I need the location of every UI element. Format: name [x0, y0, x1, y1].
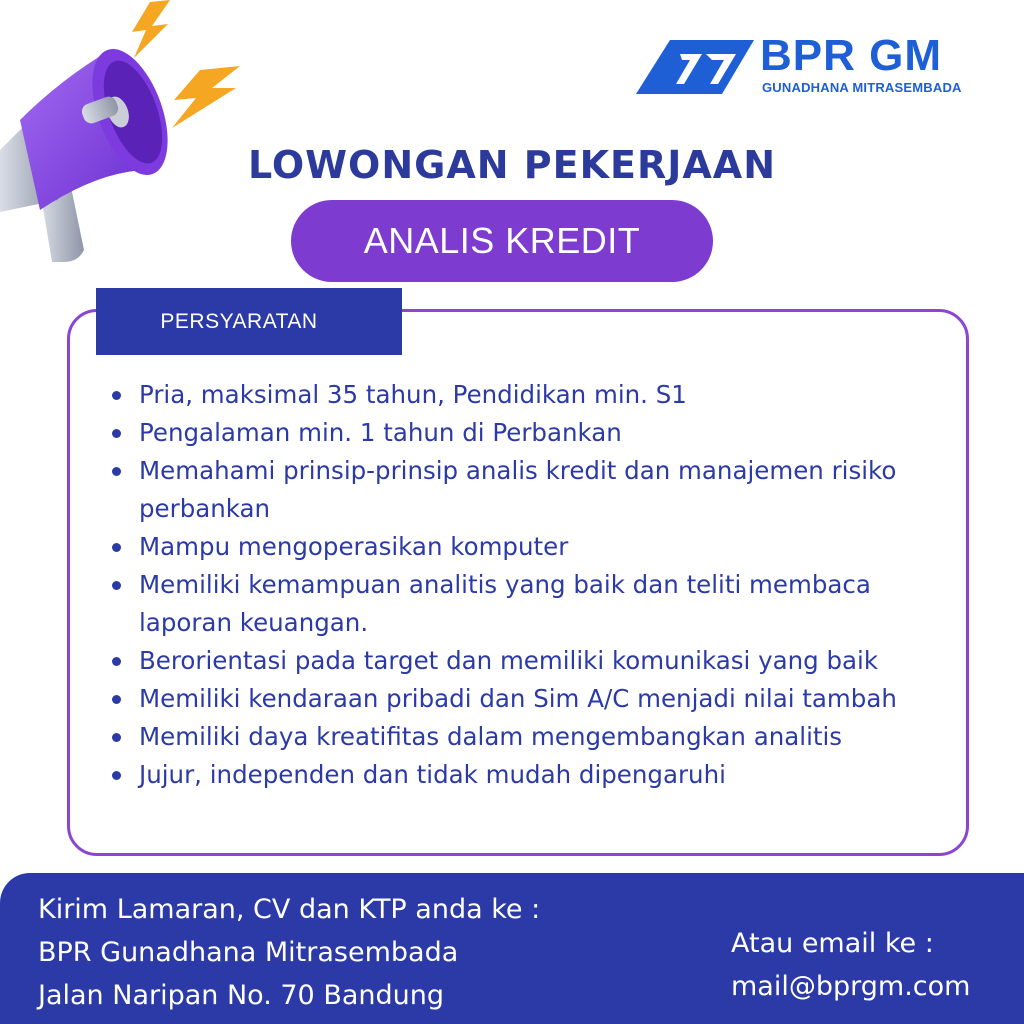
- bullet-icon: [112, 771, 121, 780]
- bullet-icon: [112, 429, 121, 438]
- bullet-icon: [112, 467, 121, 476]
- footer-street: Jalan Naripan No. 70 Bandung: [38, 980, 445, 1011]
- requirement-text: Memahami prinsip-prinsip analis kredit dan manajemen risiko perbankan: [139, 456, 897, 523]
- requirement-text: Pria, maksimal 35 tahun, Pendidikan min. S1: [139, 380, 687, 409]
- position-title: ANALIS KREDIT: [363, 220, 641, 261]
- requirement-text: Mampu mengoperasikan komputer: [139, 532, 569, 561]
- requirement-text: Berorientasi pada target dan memiliki komunikasi yang baik: [139, 646, 879, 675]
- list-item: [108, 756, 958, 794]
- requirement-text: Memiliki kemampuan analitis yang baik dan teliti membaca laporan keuangan.: [139, 570, 871, 637]
- list-item: [108, 718, 958, 756]
- requirements-label: PERSYARATAN: [160, 309, 318, 333]
- logo-text: BPR GM: [760, 31, 942, 80]
- footer-address: [38, 888, 678, 1017]
- requirements-list: [108, 376, 958, 794]
- list-item: [108, 452, 958, 528]
- bullet-icon: [112, 695, 121, 704]
- requirement-text: Pengalaman min. 1 tahun di Perbankan: [139, 418, 622, 447]
- megaphone-icon: [0, 0, 260, 270]
- list-item: [108, 642, 958, 680]
- list-item: [108, 414, 958, 452]
- logo-subtitle: GUNADHANA MITRASEMBADA: [762, 80, 962, 95]
- bullet-icon: [112, 657, 121, 666]
- list-item: [108, 528, 958, 566]
- position-badge: [291, 200, 713, 282]
- email-label: Atau email ke :: [731, 928, 934, 959]
- bullet-icon: [112, 733, 121, 742]
- bullet-icon: [112, 543, 121, 552]
- footer-company: BPR Gunadhana Mitrasembada: [38, 937, 459, 968]
- requirements-tab: [96, 288, 402, 355]
- footer-instruction: Kirim Lamaran, CV dan KTP anda ke :: [38, 894, 541, 925]
- requirement-text: Memiliki kendaraan pribadi dan Sim A/C menjadi nilai tambah: [139, 684, 897, 713]
- list-item: [108, 376, 958, 414]
- bullet-icon: [112, 581, 121, 590]
- requirement-text: Memiliki daya kreatifitas dalam mengembangkan analitis: [139, 722, 843, 751]
- list-item: [108, 680, 958, 718]
- requirement-text: Jujur, independen dan tidak mudah dipengaruhi: [139, 760, 726, 789]
- footer-email: [731, 922, 1011, 1008]
- list-item: [108, 566, 958, 642]
- bullet-icon: [112, 391, 121, 400]
- email-link[interactable]: mail@bprgm.com: [731, 971, 971, 1002]
- page-title: LOWONGAN PEKERJAAN: [247, 143, 777, 187]
